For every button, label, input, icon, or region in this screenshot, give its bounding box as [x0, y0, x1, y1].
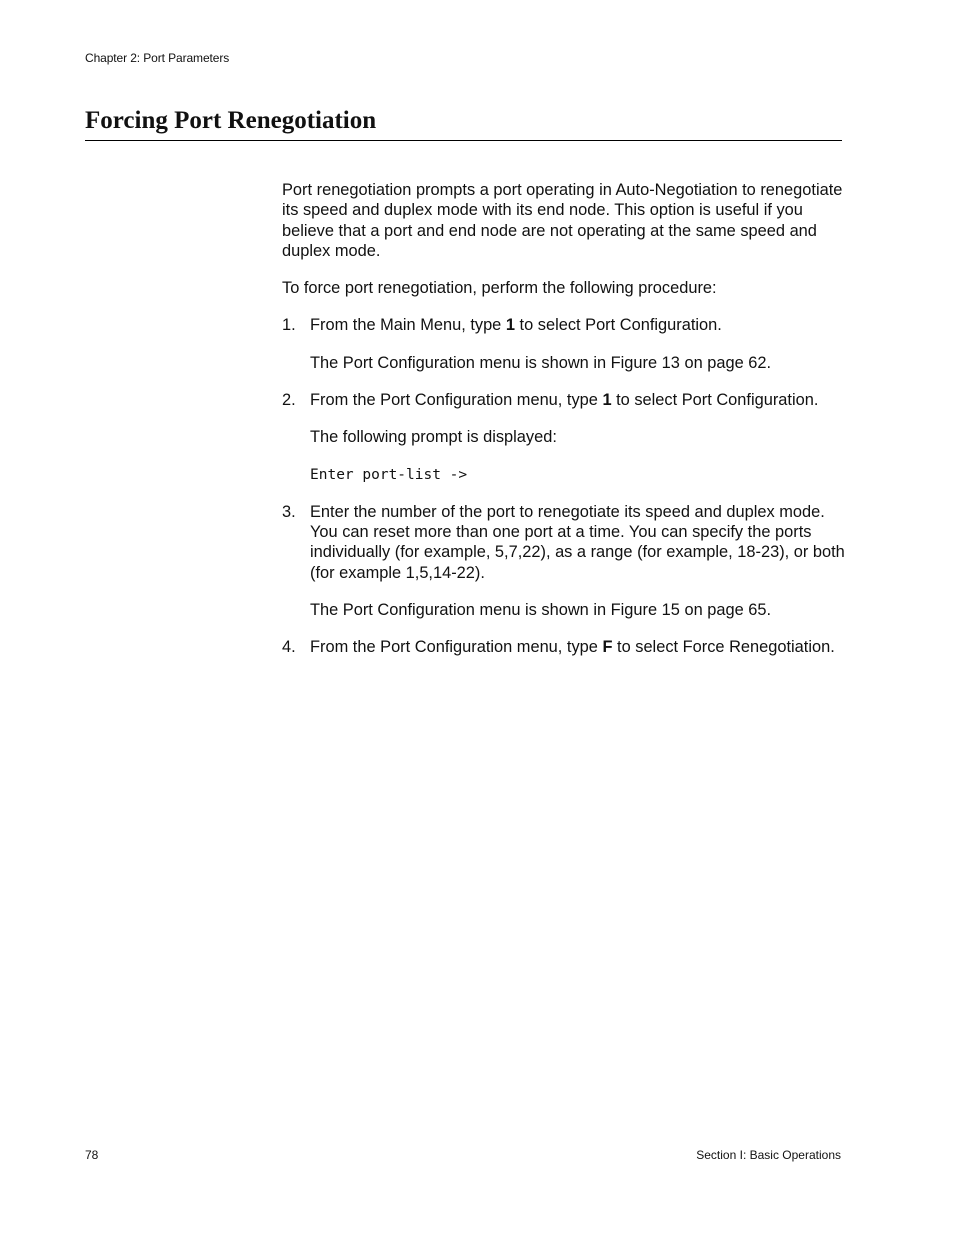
step-text: Enter the number of the port to renegotiate its speed and duplex mode. You can reset more than one port at a time. You can specify the ports individually (for example, 5,7,22), as a range (for example, 18-23), or both (for example 1,5,14-22). [310, 502, 845, 582]
prompt-code: Enter port-list -> [310, 466, 468, 483]
step-number: 2. [282, 391, 296, 410]
step-number: 1. [282, 316, 296, 335]
step-2-note: The following prompt is displayed: [310, 428, 557, 447]
step-text: From the Port Configuration menu, type [310, 638, 603, 657]
body-text [282, 180, 847, 674]
step-number: 4. [282, 638, 296, 657]
step-1-note: The Port Configuration menu is shown in Figure 13 on page 62. [310, 353, 772, 372]
step-key: F [602, 638, 613, 657]
procedure-lead: To force port renegotiation, perform the following procedure: [282, 279, 717, 298]
page-number: 78 [85, 1148, 99, 1162]
footer-section: Section I: Basic Operations [696, 1148, 841, 1162]
step-key: 1 [505, 316, 515, 335]
title-rule [85, 140, 842, 141]
running-header: Chapter 2: Port Parameters [85, 51, 230, 65]
step-text: From the Port Configuration menu, type [310, 391, 603, 410]
step-key: 1 [602, 391, 612, 410]
step-text: From the Main Menu, type [310, 316, 506, 335]
step-1 [282, 315, 847, 335]
step-text: to select Port Configuration. [611, 391, 819, 410]
step-2 [282, 390, 847, 410]
intro-paragraph: Port renegotiation prompts a port operating in Auto-Negotiation to renegotiate its speed and duplex mode with its end node. This option is useful if you believe that a port and end node are not operating at the same speed and duplex mode. [282, 181, 843, 260]
step-4 [282, 637, 847, 657]
step-3-note: The Port Configuration menu is shown in Figure 15 on page 65. [310, 600, 772, 619]
step-text: to select Force Renegotiation. [612, 638, 835, 657]
step-number: 3. [282, 502, 296, 521]
step-text: to select Port Configuration. [514, 316, 722, 335]
step-3 [282, 502, 847, 583]
section-title: Forcing Port Renegotiation [85, 107, 377, 134]
